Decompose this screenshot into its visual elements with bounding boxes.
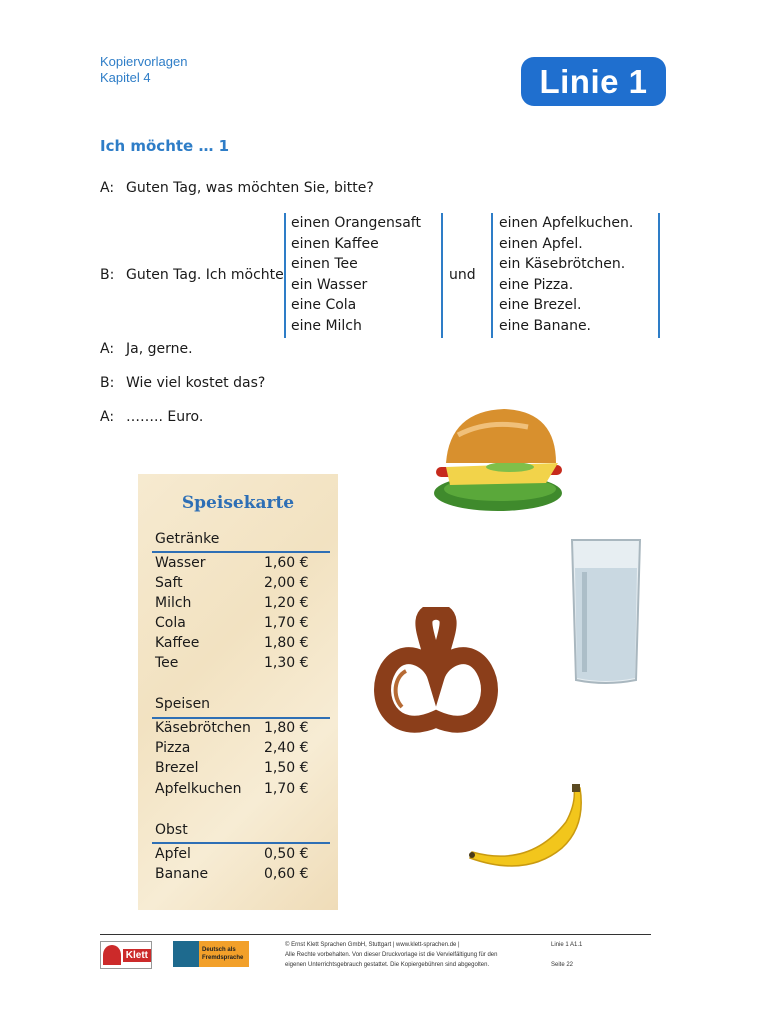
foods-column bbox=[499, 213, 633, 337]
food-option: einen Apfel. bbox=[499, 235, 583, 252]
column-divider bbox=[441, 213, 443, 338]
water-glass-image bbox=[570, 538, 642, 686]
menu-row bbox=[155, 635, 315, 655]
banana-stem bbox=[572, 784, 580, 792]
item-name: Apfelkuchen bbox=[155, 781, 242, 797]
section-rule bbox=[152, 717, 330, 719]
item-name: Pizza bbox=[155, 740, 191, 756]
menu-row bbox=[155, 555, 315, 575]
daf-line-1: Deutsch als bbox=[202, 947, 236, 953]
item-name: Kaffee bbox=[155, 635, 200, 651]
speaker: B: bbox=[100, 267, 115, 283]
food-option: eine Brezel. bbox=[499, 297, 582, 314]
klett-logo bbox=[100, 941, 152, 969]
copyright-line: eigenen Unterrichtsgebrauch gestattet. Die Kopiergebühren sind abgegolten. bbox=[285, 962, 490, 968]
menu-row bbox=[155, 846, 315, 866]
item-price: 1,70 € bbox=[264, 615, 309, 631]
item-price: 1,50 € bbox=[264, 760, 309, 776]
klett-emblem bbox=[103, 945, 121, 965]
drink-option: einen Orangensaft bbox=[291, 215, 421, 231]
speaker: B: bbox=[100, 375, 115, 391]
drink-option: einen Tee bbox=[291, 256, 358, 273]
copyright-line: © Ernst Klett Sprachen GmbH, Stuttgart | www.klett-sprachen.de | bbox=[285, 942, 460, 948]
page-number: Seite 22 bbox=[551, 962, 574, 968]
food-option: ein Käsebrötchen. bbox=[499, 256, 626, 273]
item-name: Brezel bbox=[155, 760, 199, 776]
daf-line-2: Fremdsprache bbox=[202, 955, 244, 961]
item-price: 2,40 € bbox=[264, 740, 309, 756]
dialog-text: Guten Tag. Ich möchte bbox=[126, 267, 284, 283]
footer-rule bbox=[100, 934, 651, 935]
item-name: Apfel bbox=[155, 846, 191, 862]
food-option: eine Banane. bbox=[499, 317, 592, 334]
dialog-line-b1 bbox=[100, 267, 284, 283]
speaker: A: bbox=[100, 409, 115, 425]
menu-card bbox=[138, 474, 338, 910]
item-price: 1,20 € bbox=[264, 595, 309, 611]
item-price: 2,00 € bbox=[264, 575, 309, 591]
daf-blue-block bbox=[173, 941, 199, 967]
item-name: Wasser bbox=[155, 555, 206, 571]
item-name: Milch bbox=[155, 595, 192, 611]
daf-label bbox=[199, 941, 249, 967]
copyright-line: Alle Rechte vorbehalten. Von dieser Druckvorlage ist die Vervielfältigung für den bbox=[285, 952, 498, 958]
section-rule bbox=[152, 842, 330, 844]
banana-peel bbox=[470, 788, 581, 866]
page-title: Ich möchte … 1 bbox=[100, 137, 230, 155]
glass-reflection bbox=[582, 572, 587, 672]
item-name: Cola bbox=[155, 615, 186, 631]
drink-option: eine Milch bbox=[291, 317, 362, 334]
dialog-text: Guten Tag, was möchten Sie, bitte? bbox=[126, 180, 374, 196]
menu-row bbox=[155, 866, 315, 886]
sandwich-image bbox=[428, 405, 570, 520]
header-label bbox=[100, 54, 187, 86]
dialog-line-a1 bbox=[100, 180, 374, 196]
menu-row bbox=[155, 760, 315, 780]
menu-row bbox=[155, 575, 315, 595]
column-divider bbox=[658, 213, 660, 338]
column-divider bbox=[284, 213, 286, 338]
menu-section-title: Speisen bbox=[155, 696, 211, 712]
item-name: Tee bbox=[155, 655, 179, 671]
cucumber bbox=[486, 462, 534, 472]
dialog-text: …….. Euro. bbox=[126, 409, 204, 425]
item-name: Saft bbox=[155, 575, 183, 591]
menu-row bbox=[155, 740, 315, 760]
dialog-line-a2 bbox=[100, 341, 193, 357]
menu-row bbox=[155, 595, 315, 615]
item-price: 0,50 € bbox=[264, 846, 309, 862]
header-line-2: Kapitel 4 bbox=[100, 70, 151, 85]
banana-tip bbox=[469, 852, 475, 858]
item-price: 1,30 € bbox=[264, 655, 309, 671]
menu-row bbox=[155, 655, 315, 675]
menu-row bbox=[155, 781, 315, 801]
menu-row bbox=[155, 720, 315, 740]
item-name: Banane bbox=[155, 866, 209, 882]
item-price: 1,80 € bbox=[264, 635, 309, 651]
header-line-1: Kopiervorlagen bbox=[100, 54, 188, 69]
bun-top bbox=[446, 409, 556, 463]
item-price: 0,60 € bbox=[264, 866, 309, 882]
item-price: 1,70 € bbox=[264, 781, 309, 797]
klett-wordmark: Klett bbox=[123, 949, 151, 962]
pretzel-dough bbox=[383, 611, 490, 724]
pretzel-image bbox=[372, 607, 500, 739]
menu-section-title: Obst bbox=[155, 822, 188, 838]
drink-option: einen Kaffee bbox=[291, 235, 379, 252]
menu-section-title: Getränke bbox=[155, 531, 220, 547]
food-option: eine Pizza. bbox=[499, 276, 574, 293]
dialog-line-a3 bbox=[100, 409, 203, 425]
food-option: einen Apfelkuchen. bbox=[499, 215, 634, 231]
book-label: Linie 1 A1.1 bbox=[551, 942, 583, 948]
dialog-text: Wie viel kostet das? bbox=[126, 375, 266, 391]
item-price: 1,80 € bbox=[264, 720, 309, 736]
drinks-column bbox=[291, 213, 421, 337]
copyright-text bbox=[285, 940, 540, 970]
item-price: 1,60 € bbox=[264, 555, 309, 571]
linie-1-logo: Linie 1 bbox=[521, 57, 666, 106]
speaker: A: bbox=[100, 180, 115, 196]
column-divider bbox=[491, 213, 493, 338]
banana-image bbox=[466, 782, 586, 874]
drink-option: ein Wasser bbox=[291, 276, 368, 293]
daf-logo bbox=[173, 941, 249, 967]
section-rule bbox=[152, 551, 330, 553]
dialog-line-b2 bbox=[100, 375, 265, 391]
dialog-text: Ja, gerne. bbox=[126, 341, 193, 357]
und-label: und bbox=[449, 267, 476, 283]
pretzel-highlight bbox=[396, 671, 406, 707]
speaker: A: bbox=[100, 341, 115, 357]
item-name: Käsebrötchen bbox=[155, 720, 251, 736]
drink-option: eine Cola bbox=[291, 297, 357, 314]
menu-title: Speisekarte bbox=[181, 493, 295, 513]
menu-row bbox=[155, 615, 315, 635]
